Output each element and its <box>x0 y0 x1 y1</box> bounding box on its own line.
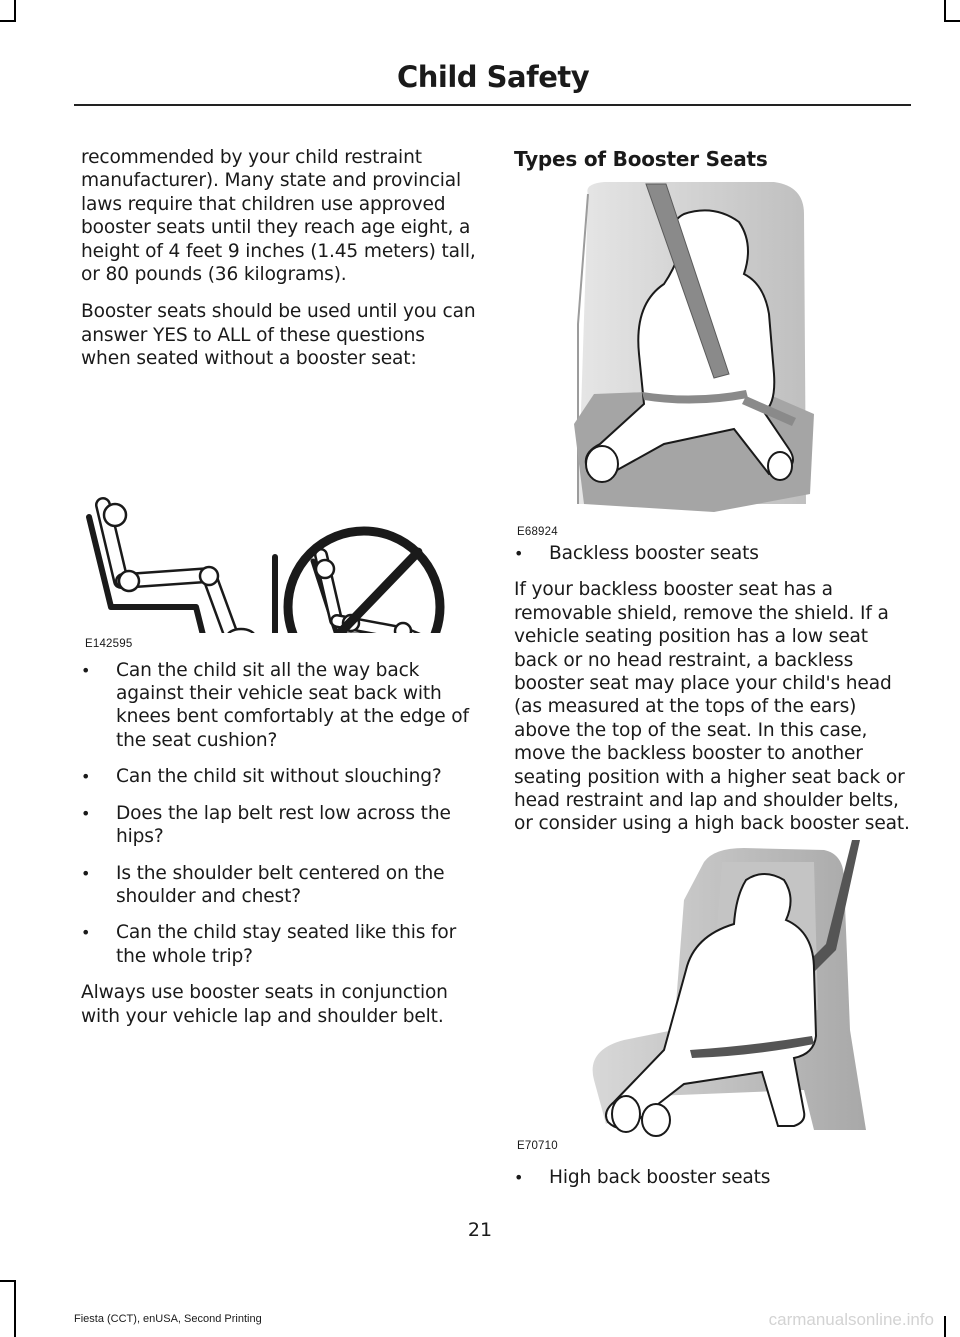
paragraph: Booster seats should be used until you can answer YES to ALL of these questions when seated without a booster seat: <box>81 301 476 370</box>
high-back-booster-illustration <box>514 840 910 1140</box>
paragraph: recommended by your child restraint manufacturer). Many state and provincial laws require that children use approved booster seats until they reach age eight, a height of 4 feet 9 inches (1.45 meters) tall, or 80 pounds (36 kilograms). <box>81 147 476 286</box>
crop-mark <box>0 1280 16 1282</box>
booster-type-list <box>514 542 910 565</box>
right-column <box>514 146 910 1202</box>
section-title: Child Safety <box>397 60 590 94</box>
paragraph: Always use booster seats in conjunction with your vehicle lap and shoulder belt. <box>81 982 448 1027</box>
crop-mark <box>944 0 946 22</box>
fit-checklist <box>81 659 477 968</box>
crop-mark <box>14 0 16 22</box>
list-item: • Is the shoulder belt centered on the shoulder and chest? <box>81 862 477 909</box>
page-number: 21 <box>467 1219 493 1241</box>
high-back-booster-figure <box>514 840 910 1160</box>
booster-type-list <box>514 1166 910 1189</box>
crop-mark <box>944 1316 946 1337</box>
header-rule <box>74 104 911 106</box>
figure-code: E70710 <box>517 1139 558 1152</box>
watermark: carmanualsonline.info <box>768 1310 934 1329</box>
figure-code: E142595 <box>85 637 133 650</box>
edition-footer: Fiesta (CCT), enUSA, Second Printing <box>74 1313 262 1325</box>
backless-booster-illustration <box>514 174 910 524</box>
figure-code: E68924 <box>517 526 558 538</box>
list-item: • Can the child sit without slouching? <box>81 765 477 788</box>
paragraph: If your backless booster seat has a removable shield, remove the shield. If a vehicle seating position has a low seat back or no head restraint, a backless booster seat may place your child's head (as measured at the tops of the ears) above the top of the seat. In this case, move the backless booster to another seating position with a higher seat back or head restraint and lap and shoulder belts, or consider using a high back booster seat. <box>514 579 910 835</box>
seat-fit-figure <box>81 385 477 655</box>
backless-booster-figure <box>514 174 910 542</box>
seat-fit-illustration <box>81 385 477 633</box>
crop-mark <box>14 1280 16 1337</box>
list-item: • Does the lap belt rest low across the hips? <box>81 802 477 849</box>
crop-mark <box>0 20 16 22</box>
subheading: Types of Booster Seats <box>514 147 768 171</box>
list-item: • High back booster seats <box>514 1166 910 1189</box>
list-item: • Can the child stay seated like this for the whole trip? <box>81 921 477 968</box>
list-item: • Backless booster seats <box>514 542 910 565</box>
list-item: • Can the child sit all the way back against their vehicle seat back with knees bent comfortably at the edge of the seat cushion? <box>81 659 477 753</box>
crop-mark <box>944 20 960 22</box>
left-column <box>81 146 477 1042</box>
